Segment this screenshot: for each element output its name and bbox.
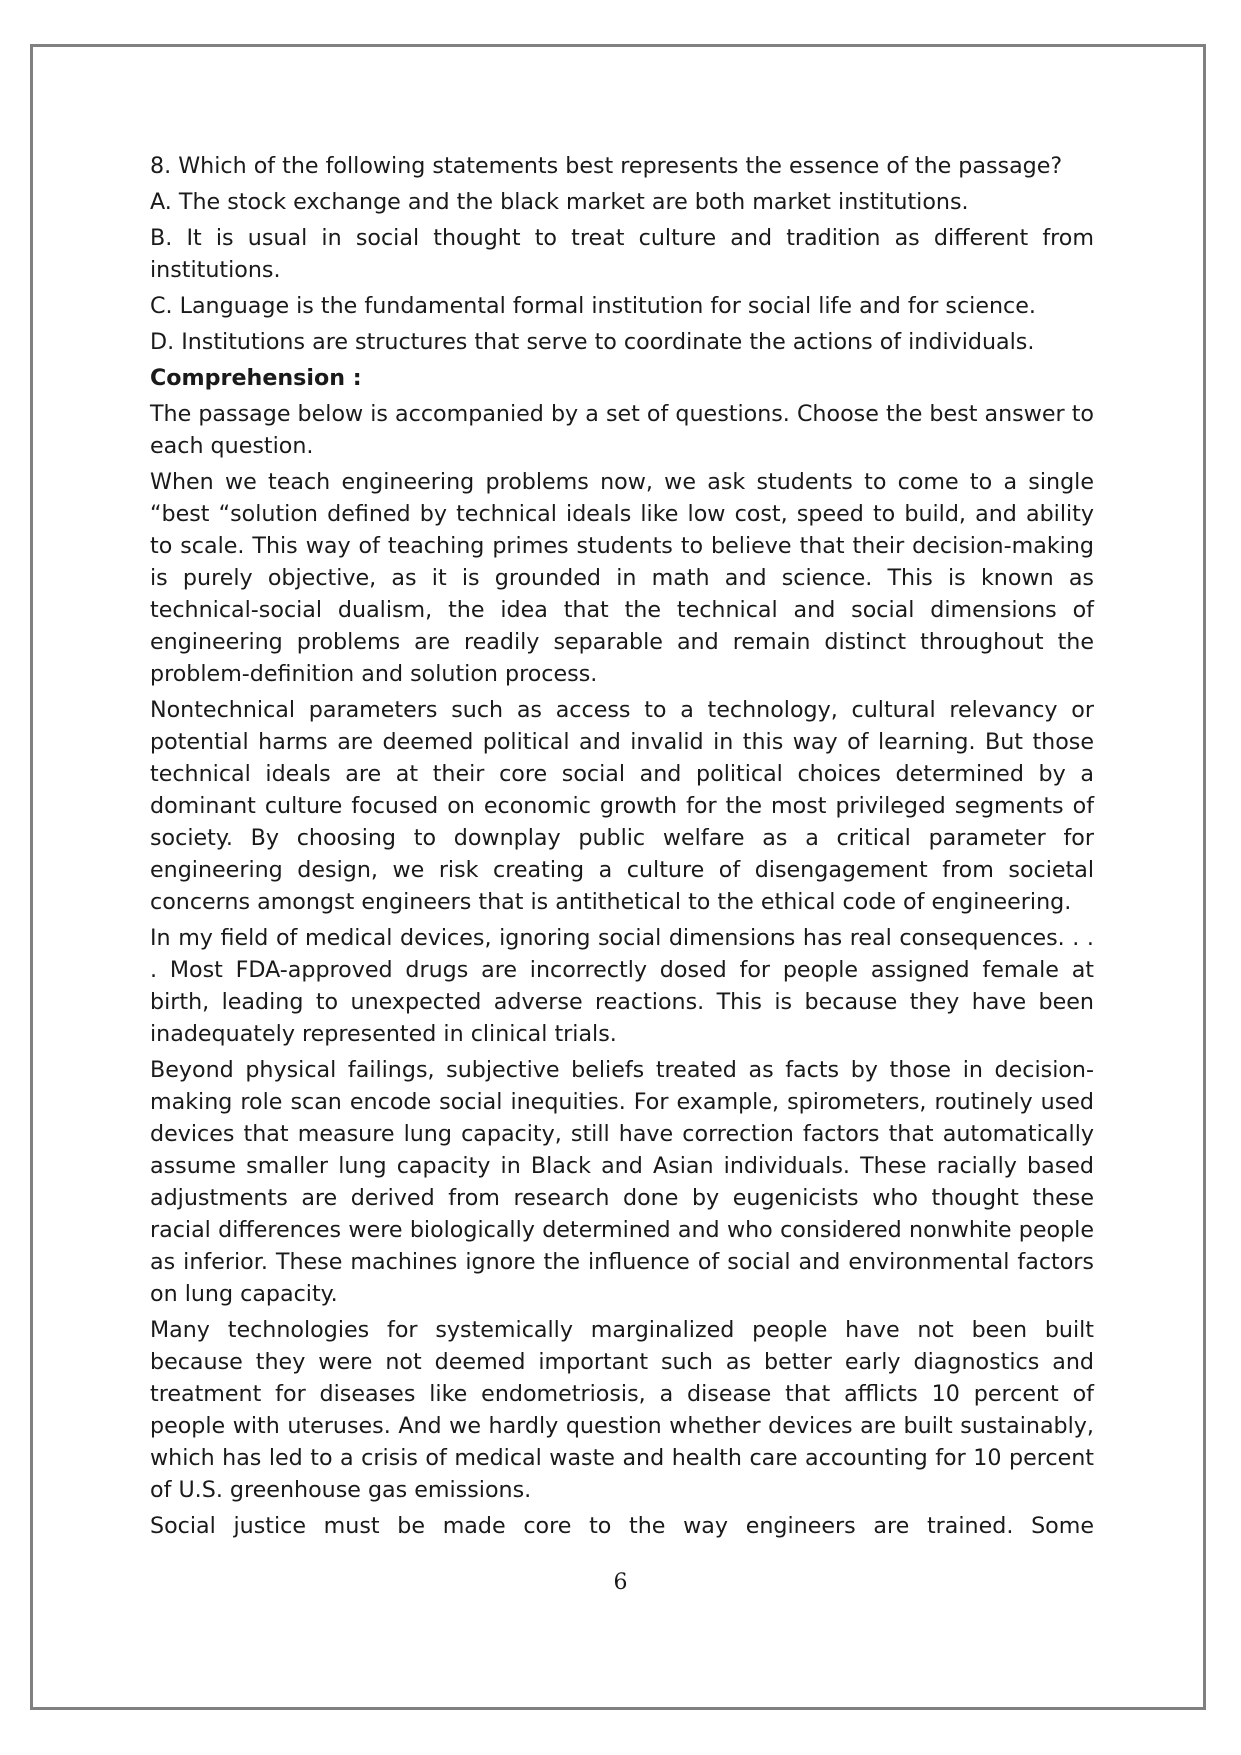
passage-paragraph-1: When we teach engineering problems now, we ask students to come to a single “best “solution defined by technical ideals like low cost, speed to build, and ability to scale. This way of teaching primes students to believe that their decision-making is purely objective, as it is grounded in math and science. This is known as technical-social dualism, the idea that the technical and social dimensions of engineering problems are readily separable and remain distinct throughout the problem-definition and solution process. [150, 469, 1094, 687]
option-b: B. It is usual in social thought to treat culture and tradition as different from institutions. [150, 225, 1094, 283]
passage-paragraph-2: Nontechnical parameters such as access to a technology, cultural relevancy or potential harms are deemed political and invalid in this way of learning. But those technical ideals are at their core social and political choices determined by a dominant culture focused on economic growth for the most privileged segments of society. By choosing to downplay public welfare as a critical parameter for engineering design, we risk creating a culture of disengagement from societal concerns amongst engineers that is antithetical to the ethical code of engineering. [150, 697, 1094, 915]
passage-paragraph-3: In my field of medical devices, ignoring social dimensions has real consequences. . . . Most FDA-approved drugs are incorrectly dosed for people assigned female at birth, leading to unexpected adverse reactions. This is because they have been inadequately represented in clinical trials. [150, 925, 1094, 1047]
passage-paragraph-4: Beyond physical failings, subjective beliefs treated as facts by those in decision-making role scan encode social inequities. For example, spirometers, routinely used devices that measure lung capacity, still have correction factors that automatically assume smaller lung capacity in Black and Asian individuals. These racially based adjustments are derived from research done by eugenicists who thought these racial differences were biologically determined and who considered nonwhite people as inferior. These machines ignore the influence of social and environmental factors on lung capacity. [150, 1057, 1094, 1307]
option-c: C. Language is the fundamental formal institution for social life and for science. [150, 293, 1036, 319]
page-content [150, 150, 1094, 1546]
option-d: D. Institutions are structures that serve to coordinate the actions of individuals. [150, 329, 1035, 355]
passage-paragraph-6: Social justice must be made core to the way engineers are trained. Some [150, 1513, 1094, 1539]
passage-paragraph-5: Many technologies for systemically marginalized people have not been built because they were not deemed important such as better early diagnostics and treatment for diseases like endometriosis, a disease that afflicts 10 percent of people with uteruses. And we hardly question whether devices are built sustainably, which has led to a crisis of medical waste and health care accounting for 10 percent of U.S. greenhouse gas emissions. [150, 1317, 1094, 1503]
question-stem: 8. Which of the following statements best represents the essence of the passage? [150, 153, 1063, 179]
comprehension-heading: Comprehension : [150, 365, 362, 391]
option-a: A. The stock exchange and the black market are both market institutions. [150, 189, 969, 215]
page-number: 6 [613, 1570, 628, 1595]
comprehension-instruction: The passage below is accompanied by a set of questions. Choose the best answer to each question. [150, 401, 1094, 459]
